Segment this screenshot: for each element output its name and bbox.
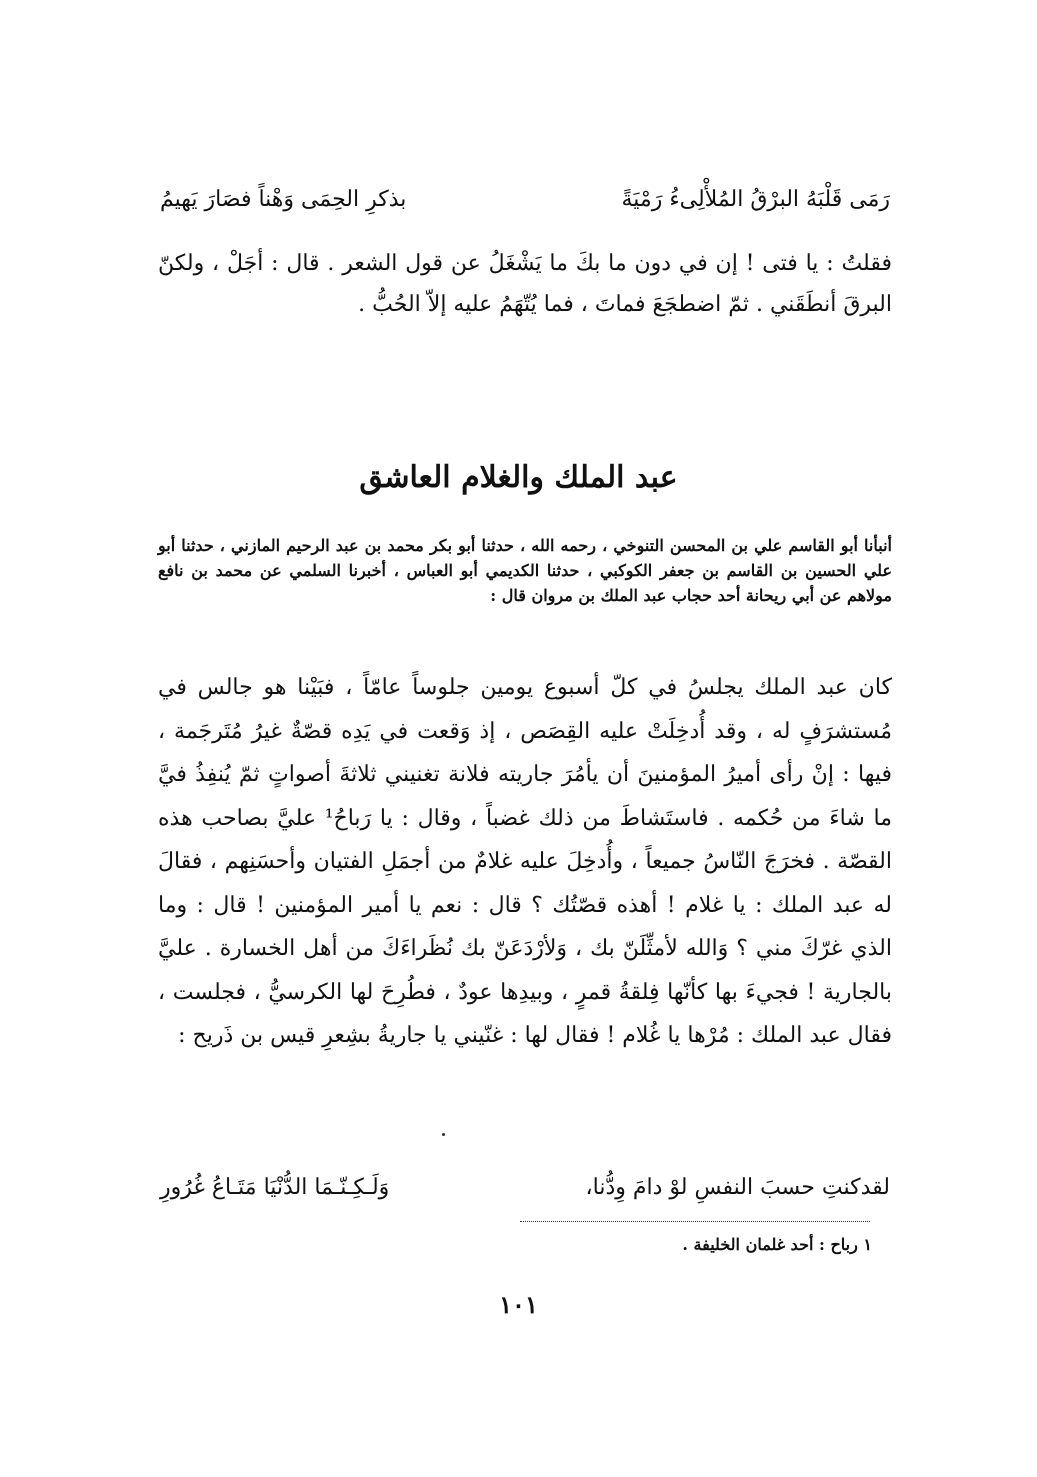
verse-top: [160, 180, 890, 220]
verse-bottom: [160, 1170, 890, 1206]
verse-top-hemistich-1: رَمَى قَلْبَهُ البرْقُ المُلأْلِىءُ رَمْيَةً: [621, 187, 890, 212]
section-title: عبد الملك والغلام العاشق: [359, 460, 678, 495]
footnote: ١ رباح : أحد غلمان الخليفة .: [682, 1235, 872, 1254]
verse-bottom-hemistich-1: لقدكنتِ حسبَ النفسِ لوْ دامَ وِدُّنا،: [585, 1175, 890, 1200]
page-number: ١٠١: [499, 1290, 538, 1319]
verse-top-hemistich-2: بذكرِ الحِمَى وَهْناً فصَارَ يَهيمُ: [160, 187, 407, 212]
footnote-separator: [520, 1221, 870, 1222]
isnad-chain: أنبأنا أبو القاسم علي بن المحسن التنوخي ، رحمه الله ، حدثنا أبو بكر محمد بن عبد الرحيم المازني ، حدثنا أبو علي الحسين بن القاسم بن جعفر الكوكبي ، حدثنا الكديمي أبو العباس ، أخبرنا السلمي عن محمد بن نافع مولاهم عن أبي ريحانة أحد حجاب عبد الملك بن مروان قال :: [158, 536, 892, 605]
paragraph-1: فقلتُ : يا فتى ! إن في دون ما بكَ ما يَشْغَلُ عن قول الشعر . قال : أجَلْ ، ولكنّ البرقَ أنطَقَني . ثمّ اضطجَعَ فماتَ ، فما يُتّهَمُ عليه إلاّ الحُبُّ .: [158, 251, 892, 317]
verse-bottom-hemistich-2: وَلَـكِـنّـمَا الدُّنْيَا مَتَـاعُ غُرُورِ: [160, 1175, 390, 1200]
paragraph-2: كان عبد الملك يجلسُ في كلّ أسبوع يومين جلوساً عامّاً ، فبَيْنا هو جالس في مُستشرَفٍ له ، وقد أُدخِلَتْ عليه القِصَص ، إذ وَقعت في يَدِه قصّةٌ غيرُ مُتَرجَمة ، فيها : إنْ رأى أميرُ المؤمنينَ أن يأمُرَ جاريته فلانة تغنيني ثلاثةَ أصواتٍ ثمّ يُنفِذُ فيَّ ما شاءَ من حُكمه . فاستَشاطَ من ذلك غضباً ، وقال : يا رَباحُ¹ عليَّ بصاحب هذه القصّة . فخرَجَ النّاسُ جميعاً ، وأُدخِلَ عليه غلامٌ من أجمَلِ الفتيان وأحسَنِهم ، فقالَ له عبد الملك : يا غلام ! أهذه قصّتُك ؟ قال : نعم يا أمير المؤمنين ! قال : وما الذي غرّكَ مني ؟ وَالله لأمثِّلَنّ بك ، وَلأرْدَعَنّ بك نُظَراءَكَ من أهل الخسارة . عليَّ بالجارية ! فجيءَ بها كأنّها فِلقةُ قمرٍ ، وبيدِها عودٌ ، فطُرِحَ لها الكرسيُّ ، فجلست ، فقال عبد الملك : مُرْها يا غُلام ! فقال لها : غنّيني يا جاريةُ بشِعرِ قيس بن ذَريح :: [158, 675, 892, 1048]
stray-mark: [442, 1133, 445, 1136]
